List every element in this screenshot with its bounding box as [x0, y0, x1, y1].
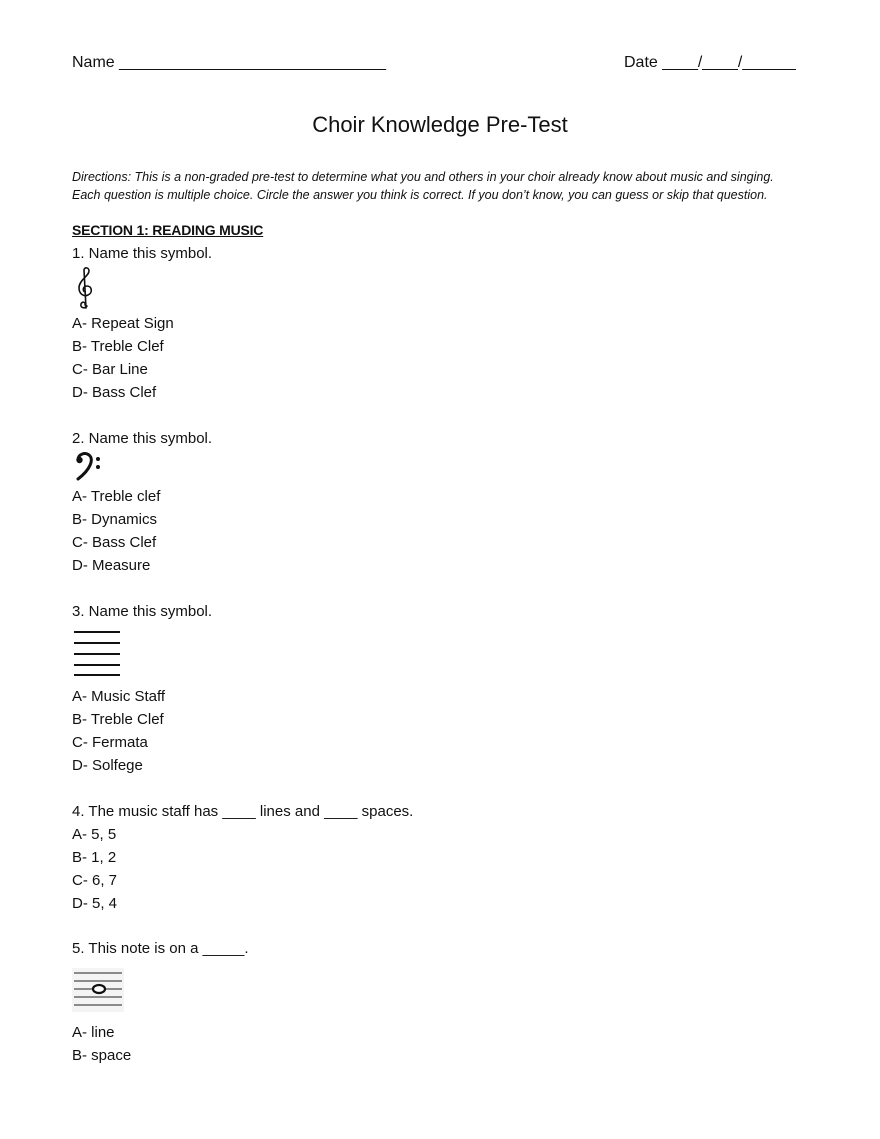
q3-option-d[interactable]: D- Solfege	[72, 757, 143, 774]
q3-option-c[interactable]: C- Fermata	[72, 734, 148, 751]
q1-option-b[interactable]: B- Treble Clef	[72, 338, 164, 355]
page-title: Choir Knowledge Pre-Test	[312, 112, 568, 137]
q2-option-d[interactable]: D- Measure	[72, 557, 151, 574]
question-3-prompt: 3. Name this symbol.	[72, 603, 213, 620]
q4-option-a[interactable]: A- 5, 5	[72, 826, 117, 843]
q3-option-a[interactable]: A- Music Staff	[72, 688, 166, 705]
date-field[interactable]: Date ____/____/______	[624, 54, 796, 71]
whole-note-on-staff-icon	[72, 968, 124, 1017]
q4-option-c[interactable]: C- 6, 7	[72, 872, 118, 889]
section-heading: SECTION 1: READING MUSIC	[72, 222, 264, 238]
q5-option-b[interactable]: B- space	[72, 1047, 132, 1064]
bass-clef-icon	[74, 451, 104, 488]
question-5-prompt: 5. This note is on a _____.	[72, 940, 249, 957]
name-field[interactable]: Name ______________________________	[72, 54, 387, 71]
q4-option-b[interactable]: B- 1, 2	[72, 849, 117, 866]
question-1-prompt: 1. Name this symbol.	[72, 245, 213, 262]
music-staff-icon	[74, 628, 122, 683]
q2-option-b[interactable]: B- Dynamics	[72, 511, 158, 528]
q2-option-a[interactable]: A- Treble clef	[72, 488, 161, 505]
q3-option-b[interactable]: B- Treble Clef	[72, 711, 164, 728]
q2-option-c[interactable]: C- Bass Clef	[72, 534, 157, 551]
q5-option-a[interactable]: A- line	[72, 1024, 115, 1041]
q1-option-a[interactable]: A- Repeat Sign	[72, 315, 174, 332]
treble-clef-icon	[74, 266, 98, 315]
question-4-prompt: 4. The music staff has ____ lines and ____ spaces.	[72, 803, 414, 820]
q1-option-c[interactable]: C- Bar Line	[72, 361, 148, 378]
question-2-prompt: 2. Name this symbol.	[72, 430, 213, 447]
q4-option-d[interactable]: D- 5, 4	[72, 895, 118, 912]
q1-option-d[interactable]: D- Bass Clef	[72, 384, 157, 401]
directions-line-2: Each question is multiple choice. Circle the answer you think is correct. If you don’t know, you can guess or skip that question.	[72, 188, 768, 202]
directions-line-1: Directions: This is a non-graded pre-test to determine what you and others in your choir already know about music and singing.	[72, 170, 774, 184]
